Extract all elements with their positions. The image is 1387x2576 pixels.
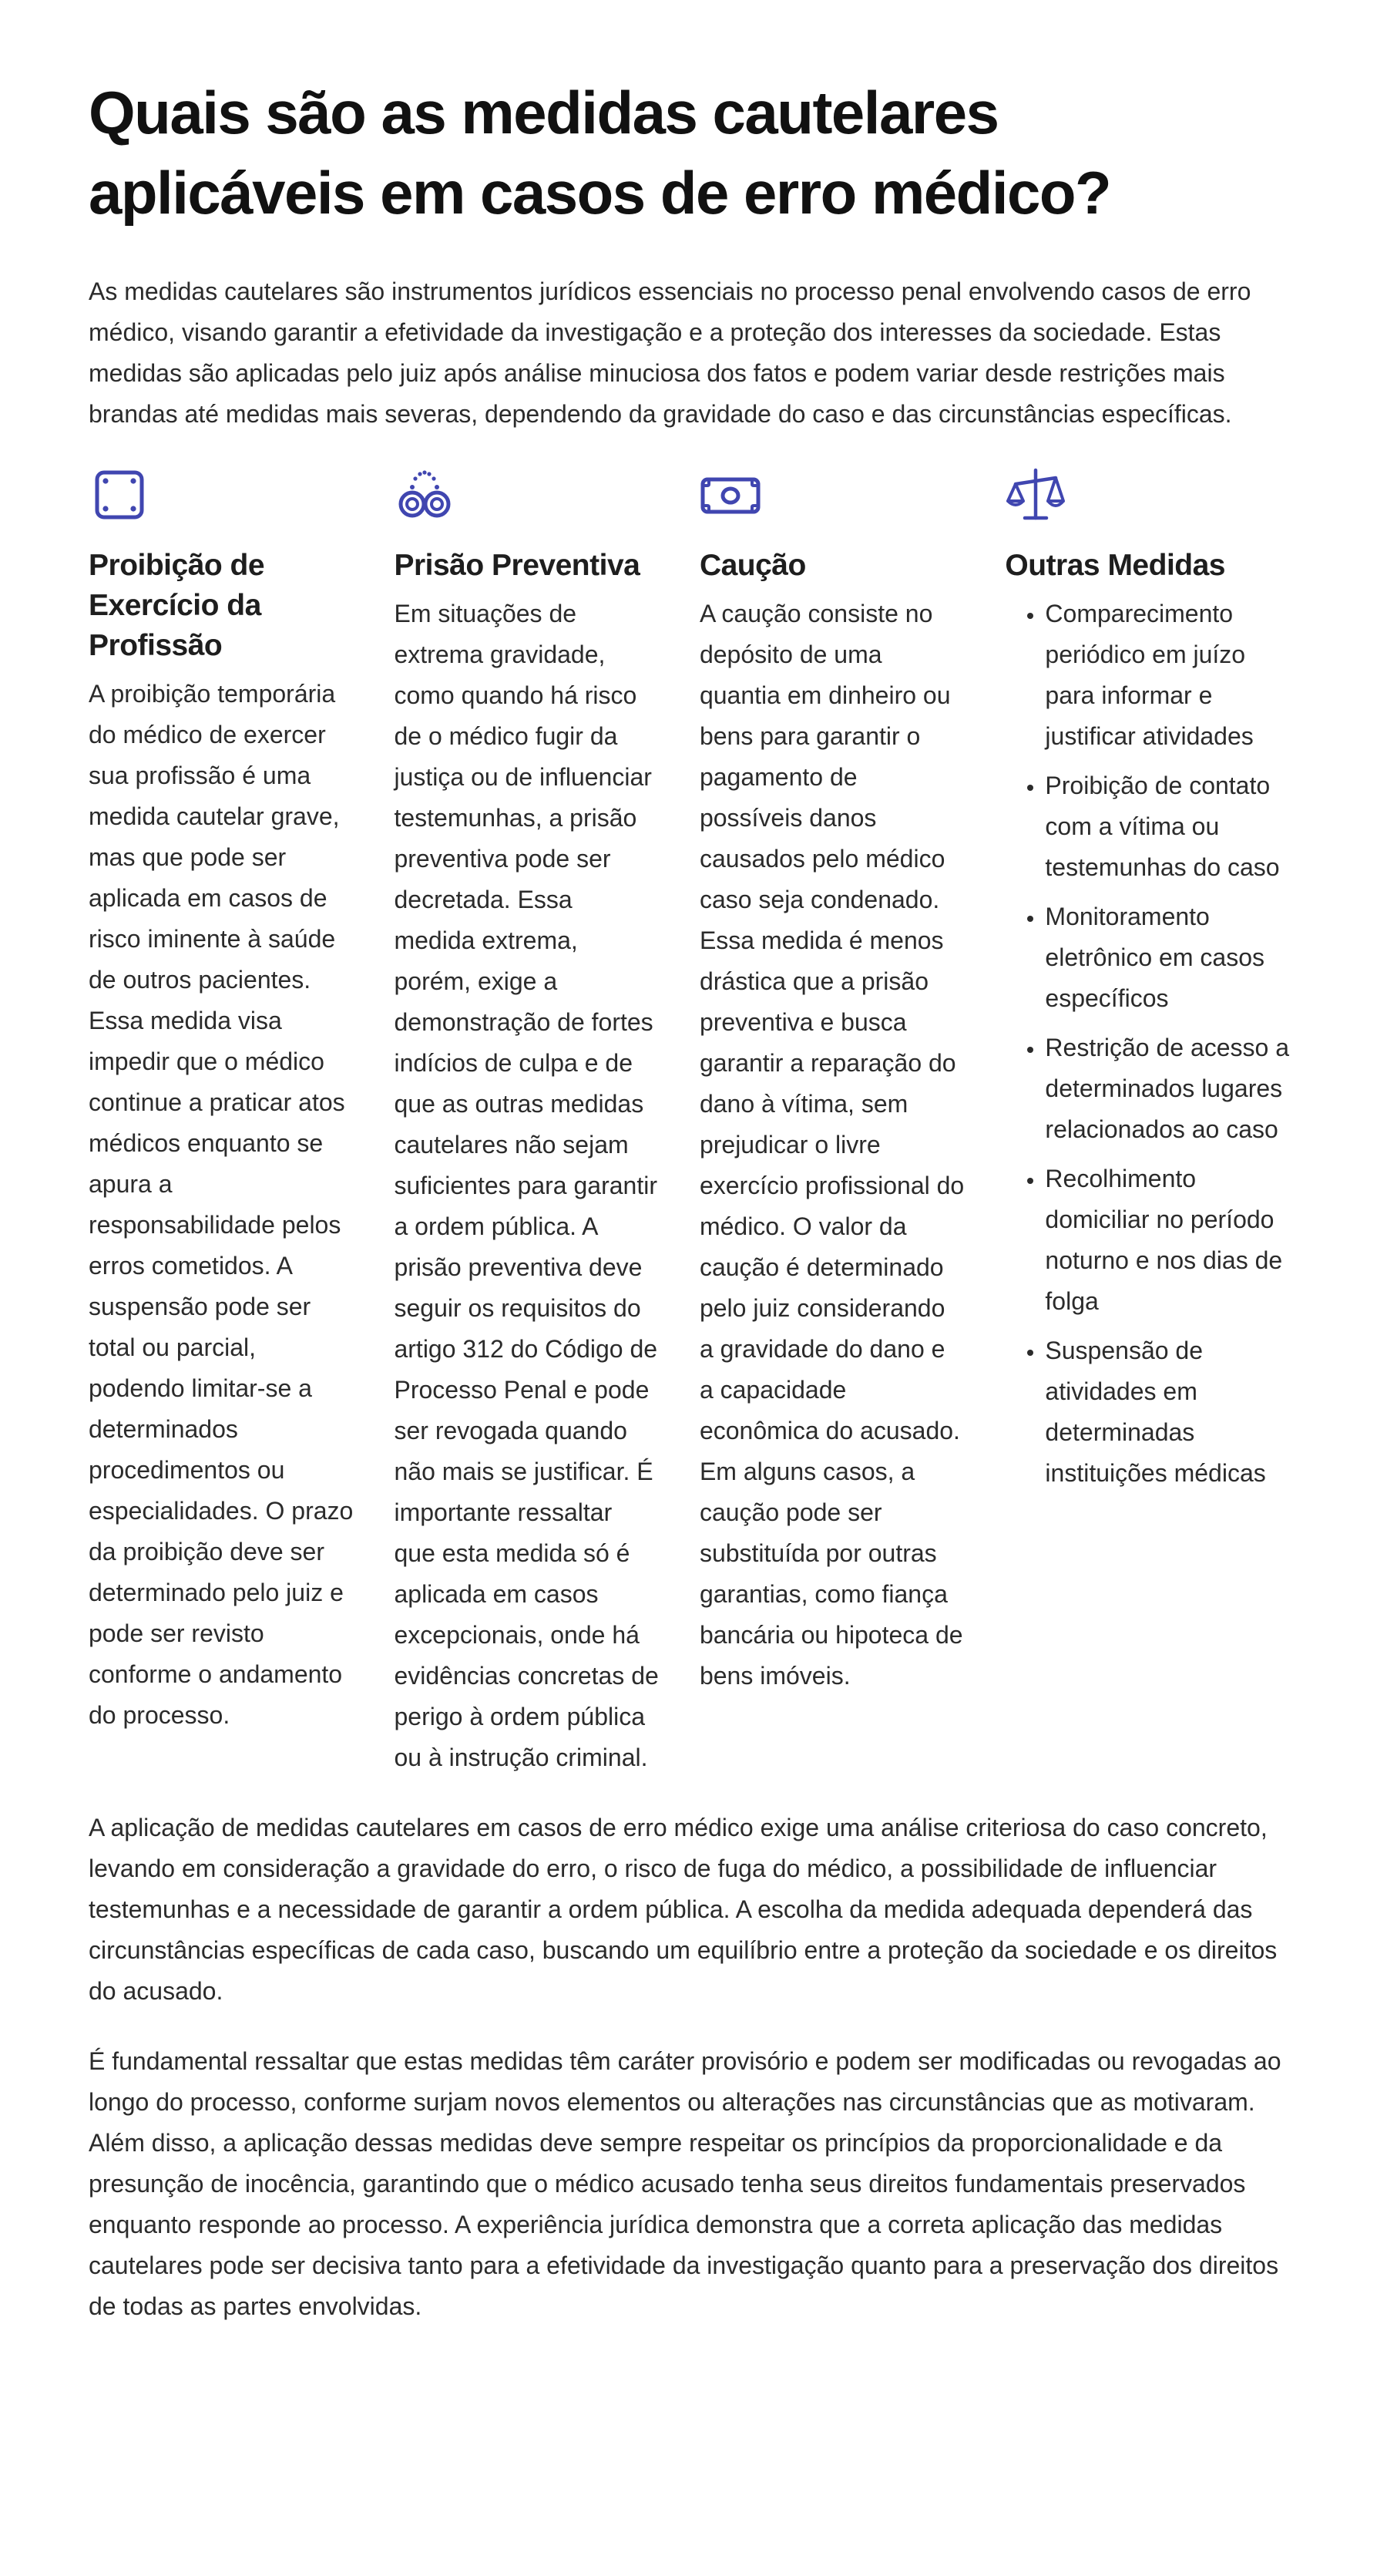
conclusion-paragraph-2: É fundamental ressaltar que estas medidas têm caráter provisório e podem ser modificadas ou revogadas ao longo do processo, conforme surjam novos elementos ou alterações nas circunstâncias que as motivaram. Além disso, a aplicação dessas medidas deve sempre respeitar os princípios da proporcionalidade e da presunção de inocência, garantindo que o médico acusado tenha seus direitos fundamentais preservados enquanto responde ao processo. A experiência jurídica demonstra que a correta aplicação das medidas cautelares pode ser decisiva tanto para a efetividade da investigação quanto para a preservação dos direitos de todas as partes envolvidas. <box>89 2047 1281 2320</box>
list-item: • Restrição de acesso a determinados lugares relacionados ao caso <box>1045 1027 1298 1150</box>
handcuffs-icon <box>394 464 455 526</box>
intro-paragraph: As medidas cautelares são instrumentos jurídicos essenciais no processo penal envolvendo casos de erro médico, visando garantir a efetividade da investigação e a proteção dos interesses da sociedade. Estas medidas são aplicadas pelo juiz após análise minuciosa dos fatos e podem variar desde restrições mais brandas até medidas mais severas, dependendo da gravidade do caso e das circunstâncias específicas. <box>89 277 1251 428</box>
measure-title: Caução <box>699 549 806 582</box>
measure-card-prohibition <box>89 464 394 1778</box>
measure-body: Em situações de extrema gravidade, como quando há risco de o médico fugir da justiça ou de influenciar testemunhas, a prisão preventiva pode ser decretada. Essa medida extrema, porém, exige a demonstração de fortes indícios de culpa e de que as outras medidas cautelares não sejam suficientes para garantir a ordem pública. A prisão preventiva deve seguir os requisitos do artigo 312 do Código de Processo Penal e pode ser revogada quando não mais se justificar. É importante ressaltar que esta medida só é aplicada em casos excepcionais, onde há evidências concretas de perigo à ordem pública ou à instrução criminal. <box>394 600 659 1771</box>
measure-card-preventive-arrest <box>394 464 699 1778</box>
list-item: • Proibição de contato com a vítima ou testemunhas do caso <box>1045 765 1298 888</box>
list-item: • Suspensão de atividades em determinadas instituições médicas <box>1045 1330 1298 1494</box>
measure-title: Prisão Preventiva <box>394 549 640 582</box>
scales-icon <box>1005 464 1066 526</box>
square-frame-icon <box>89 464 150 526</box>
page-title: Quais são as medidas cautelares aplicáveis em casos de erro médico? <box>89 79 1111 227</box>
list-item: • Comparecimento periódico em juízo para informar e justificar atividades <box>1045 594 1298 757</box>
measure-card-bail <box>700 464 1005 1778</box>
measure-card-other <box>1005 464 1298 1778</box>
list-item: • Monitoramento eletrônico em casos específicos <box>1045 896 1298 1019</box>
measure-body: A proibição temporária do médico de exercer sua profissão é uma medida cautelar grave, mas que pode ser aplicada em casos de risco iminente à saúde de outros pacientes. Essa medida visa impedir que o médico continue a praticar atos médicos enquanto se apura a responsabilidade pelos erros cometidos. A suspensão pode ser total ou parcial, podendo limitar-se a determinados procedimentos ou especialidades. O prazo da proibição deve ser determinado pelo juiz e pode ser revisto conforme o andamento do processo. <box>89 680 354 1729</box>
measure-body: A caução consiste no depósito de uma quantia em dinheiro ou bens para garantir o pagamento de possíveis danos causados pelo médico caso seja condenado. Essa medida é menos drástica que a prisão preventiva e busca garantir a reparação do dano à vítima, sem prejudicar o livre exercício profissional do médico. O valor da caução é determinado pelo juiz considerando a gravidade do dano e a capacidade econômica do acusado. Em alguns casos, a caução pode ser substituída por outras garantias, como fiança bancária ou hipoteca de bens imóveis. <box>699 600 965 1690</box>
measure-title: Outras Medidas <box>1005 549 1225 582</box>
measure-title: Proibição de Exercício da Profissão <box>89 549 265 662</box>
conclusion-paragraph-1: A aplicação de medidas cautelares em casos de erro médico exige uma análise criteriosa do caso concreto, levando em consideração a gravidade do erro, o risco de fuga do médico, a possibilidade de influenciar testemunhas e a necessidade de garantir a ordem pública. A escolha da medida adequada dependerá das circunstâncias específicas de cada caso, buscando um equilíbrio entre a proteção da sociedade e os direitos do acusado. <box>89 1814 1278 2005</box>
other-measures-list <box>1005 594 1298 1494</box>
measures-columns <box>89 464 1298 1778</box>
banknote-icon <box>700 464 761 526</box>
list-item: • Recolhimento domiciliar no período noturno e nos dias de folga <box>1045 1159 1298 1322</box>
